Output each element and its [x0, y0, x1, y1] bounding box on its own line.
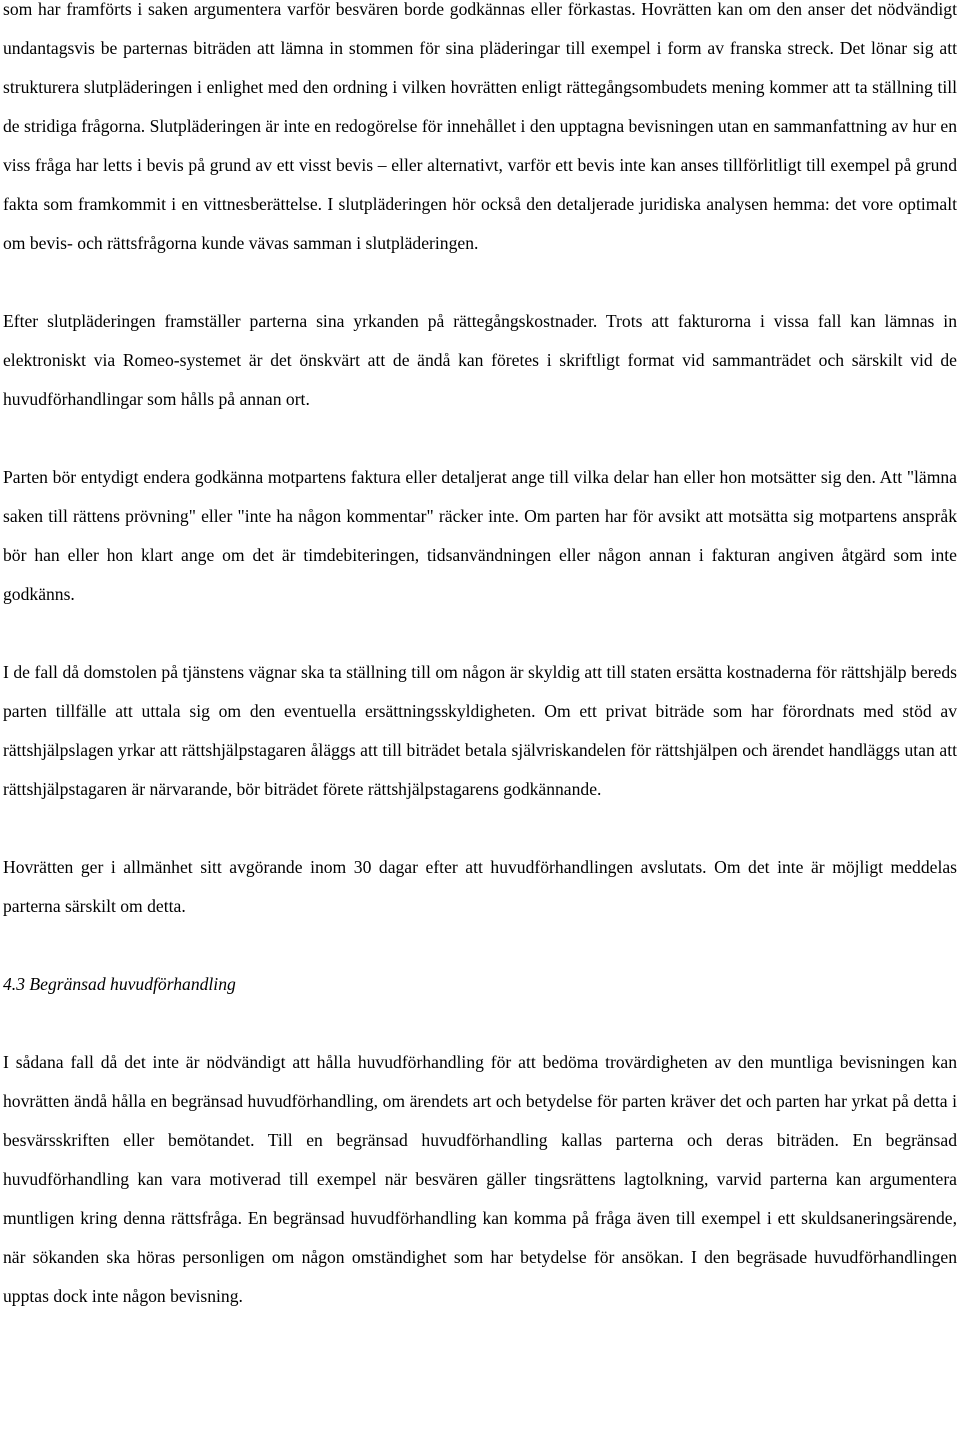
paragraph-closing-argument: som har framförts i saken argumentera varför besvären borde godkännas eller förkastas. Hovrätten kan om den anser det nödvändigt undantagsvis be parternas biträden att lämna in stommen för sina pläderingar till exempel i form av franska streck. Det lönar sig att strukturera slutpläderingen i enlighet med den ordning i vilken hovrätten enligt rättegångsombudets mening kommer att ta ställning till de stridiga frågorna. Slutpläderingen är inte en redogörelse för innehållet i den upptagna bevisningen utan en sammanfattning av hur en viss fråga har letts i bevis på grund av ett visst bevis – eller alternativt, varför ett bevis inte kan anses tillförlitligt till exempel på grund fakta som framkommit i en vittnesberättelse. I slutpläderingen hör också den detaljerade juridiska analysen hemma: det vore optimalt om bevis- och rättsfrågorna kunde vävas samman i slutpläderingen. — [3, 0, 957, 253]
paragraph-invoice-approval: Parten bör entydigt endera godkänna motpartens faktura eller detaljerat ange till vilka delar han eller hon motsätter sig den. Att "lämna saken till rättens prövning" eller "inte ha någon kommentar" räcker inte. Om parten har för avsikt att motsätta sig motpartens anspråk bör han eller hon klart ange om det är timdebiteringen, tidsanvändningen eller någon annan i fakturan angiven åtgärd som inte godkänns. — [3, 467, 957, 604]
paragraph-limited-hearing: I sådana fall då det inte är nödvändigt att hålla huvudförhandling för att bedöma trovärdigheten av den muntliga bevisningen kan hovrätten ändå hålla en begränsad huvudförhandling, om ärendets art och betydelse för parten kräver det och parten har yrkat på detta i besvärsskriften eller bemötandet. Till en begränsad huvudförhandling kallas parterna och deras biträden. En begränsad huvudförhandling kan vara motiverad till exempel när besvären gäller tingsrättens lagtolkning, varvid parterna kan argumentera muntligen kring denna rättsfråga. En begränsad huvudförhandling kan komma på fråga även till exempel i ett skuldsaneringsärende, när sökanden ska höras personligen om någon omständighet som har betydelse för ansökan. I den begräsade huvudförhandlingen upptas dock inte någon bevisning. — [3, 1052, 957, 1306]
paragraph-gap — [3, 614, 957, 653]
paragraph-legal-costs: Efter slutpläderingen framställer parterna sina yrkanden på rättegångskostnader. Trots att fakturorna i vissa fall kan lämnas in elektroniskt via Romeo-systemet är det önskvärt att de ändå kan företes i skriftligt format vid sammanträdet och särskilt vid de huvudförhandlingar som hålls på annan ort. — [3, 311, 957, 409]
paragraph-gap — [3, 809, 957, 848]
paragraph-legal-aid: I de fall då domstolen på tjänstens vägnar ska ta ställning till om någon är skyldig att till staten ersätta kostnaderna för rättshjälp bereds parten tillfälle att uttala sig om den eventuella ersättningsskyldigheten. Om ett privat biträde som har förordnats med stöd av rättshjälpslagen yrkar att rättshjälpstagaren åläggs att till biträdet betala självriskandelen för rättshjälpen och ärendet handläggs utan att rättshjälpstagaren är närvarande, bör biträdet förete rättshjälpstagarens godkännande. — [3, 662, 957, 799]
paragraph-gap — [3, 1004, 957, 1043]
paragraph-gap — [3, 926, 957, 965]
paragraph-gap — [3, 419, 957, 458]
document-page — [3, 0, 957, 1316]
section-heading: 4.3 Begränsad huvudförhandling — [3, 974, 236, 994]
paragraph-gap — [3, 263, 957, 302]
paragraph-decision-timing: Hovrätten ger i allmänhet sitt avgörande inom 30 dagar efter att huvudförhandlingen avslutats. Om det inte är möjligt meddelas parterna särskilt om detta. — [3, 857, 957, 916]
